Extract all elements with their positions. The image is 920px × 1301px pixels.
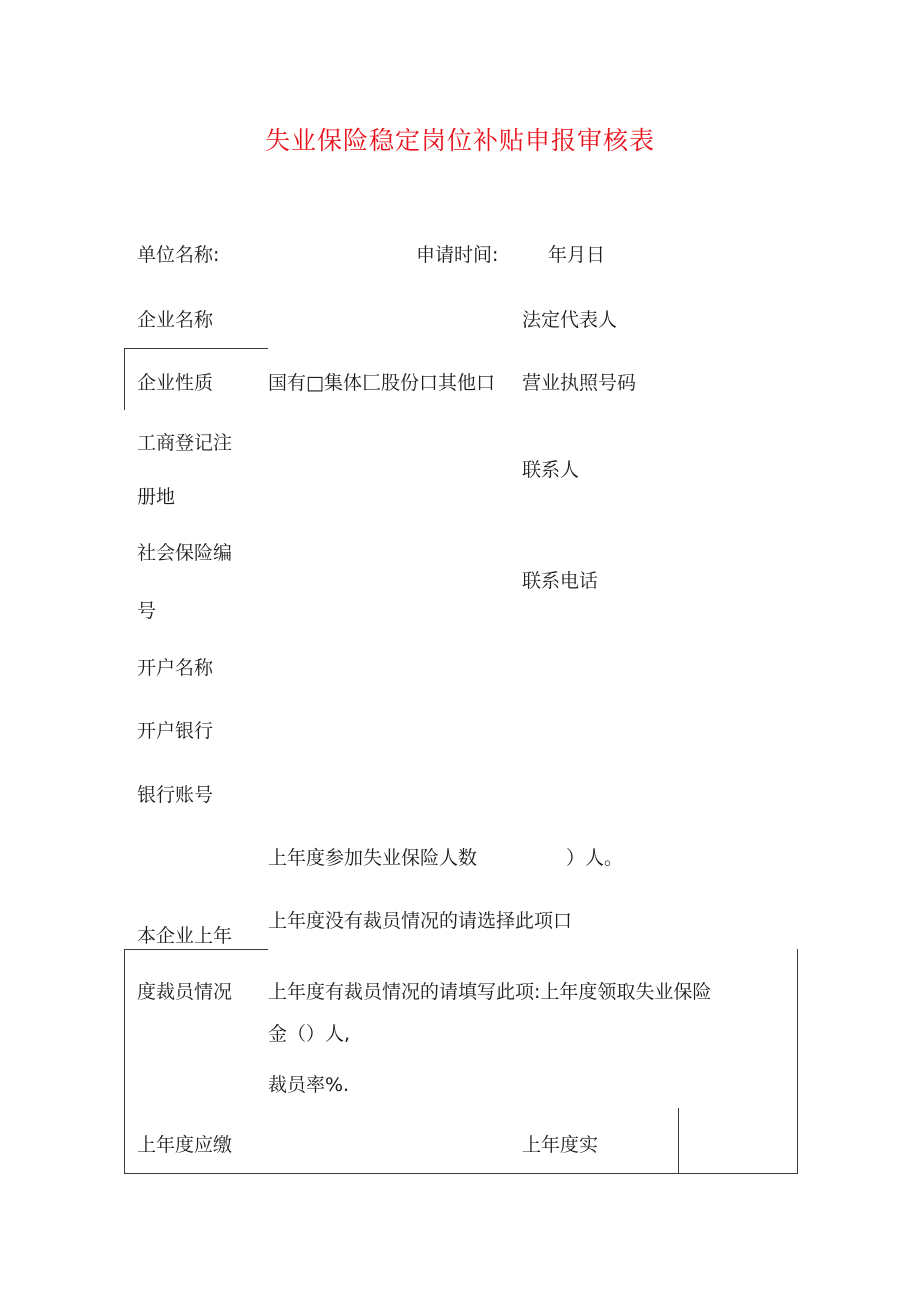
social-security-label-line1: 社会保险编 (137, 542, 233, 564)
table-rule (124, 348, 125, 410)
contact-person-label: 联系人 (522, 459, 580, 481)
apply-date-text: 年月日 (548, 244, 606, 266)
nature-options: 国有□集体匚股份口其他口 (268, 372, 495, 394)
bank-label: 开户银行 (137, 720, 214, 742)
legal-rep-label: 法定代表人 (522, 309, 618, 331)
insured-count-text: 上年度参加失业保险人数 (268, 847, 478, 869)
enterprise-nature-label: 企业性质 (137, 372, 214, 394)
table-rule (124, 1173, 798, 1174)
layoff-label-line1: 本企业上年 (137, 925, 233, 947)
unit-name-label: 单位名称: (137, 244, 220, 266)
bank-account-label: 银行账号 (137, 784, 214, 806)
layoff-label-line2: 度裁员情况 (137, 981, 233, 1003)
no-layoff-option: 上年度没有裁员情况的请选择此项口 (268, 910, 573, 932)
reg-place-label-line1: 工商登记注 (137, 432, 233, 454)
has-layoff-line2: 金（）人, (268, 1023, 351, 1045)
apply-time-label: 申请时间: (416, 244, 499, 266)
has-layoff-line1: 上年度有裁员情况的请填写此项:上年度领取失业保险 (268, 981, 712, 1003)
insured-count-suffix: ）人。 (566, 847, 624, 869)
actual-payment-label: 上年度实 (522, 1134, 599, 1156)
table-rule (678, 1108, 679, 1174)
table-rule (124, 348, 268, 349)
table-rule (124, 949, 125, 1174)
table-rule (124, 949, 268, 950)
enterprise-name-label: 企业名称 (137, 309, 214, 331)
reg-place-label-line2: 册地 (137, 486, 176, 508)
social-security-label-line2: 号 (137, 600, 157, 622)
business-license-label: 营业执照号码 (522, 372, 637, 394)
table-rule (797, 949, 798, 1174)
account-name-label: 开户名称 (137, 657, 214, 679)
form-title: 失业保险稳定岗位补贴申报审核表 (264, 126, 655, 155)
due-payment-label: 上年度应缴 (137, 1134, 233, 1156)
layoff-rate: 裁员率%. (268, 1074, 350, 1096)
contact-phone-label: 联系电话 (522, 570, 599, 592)
